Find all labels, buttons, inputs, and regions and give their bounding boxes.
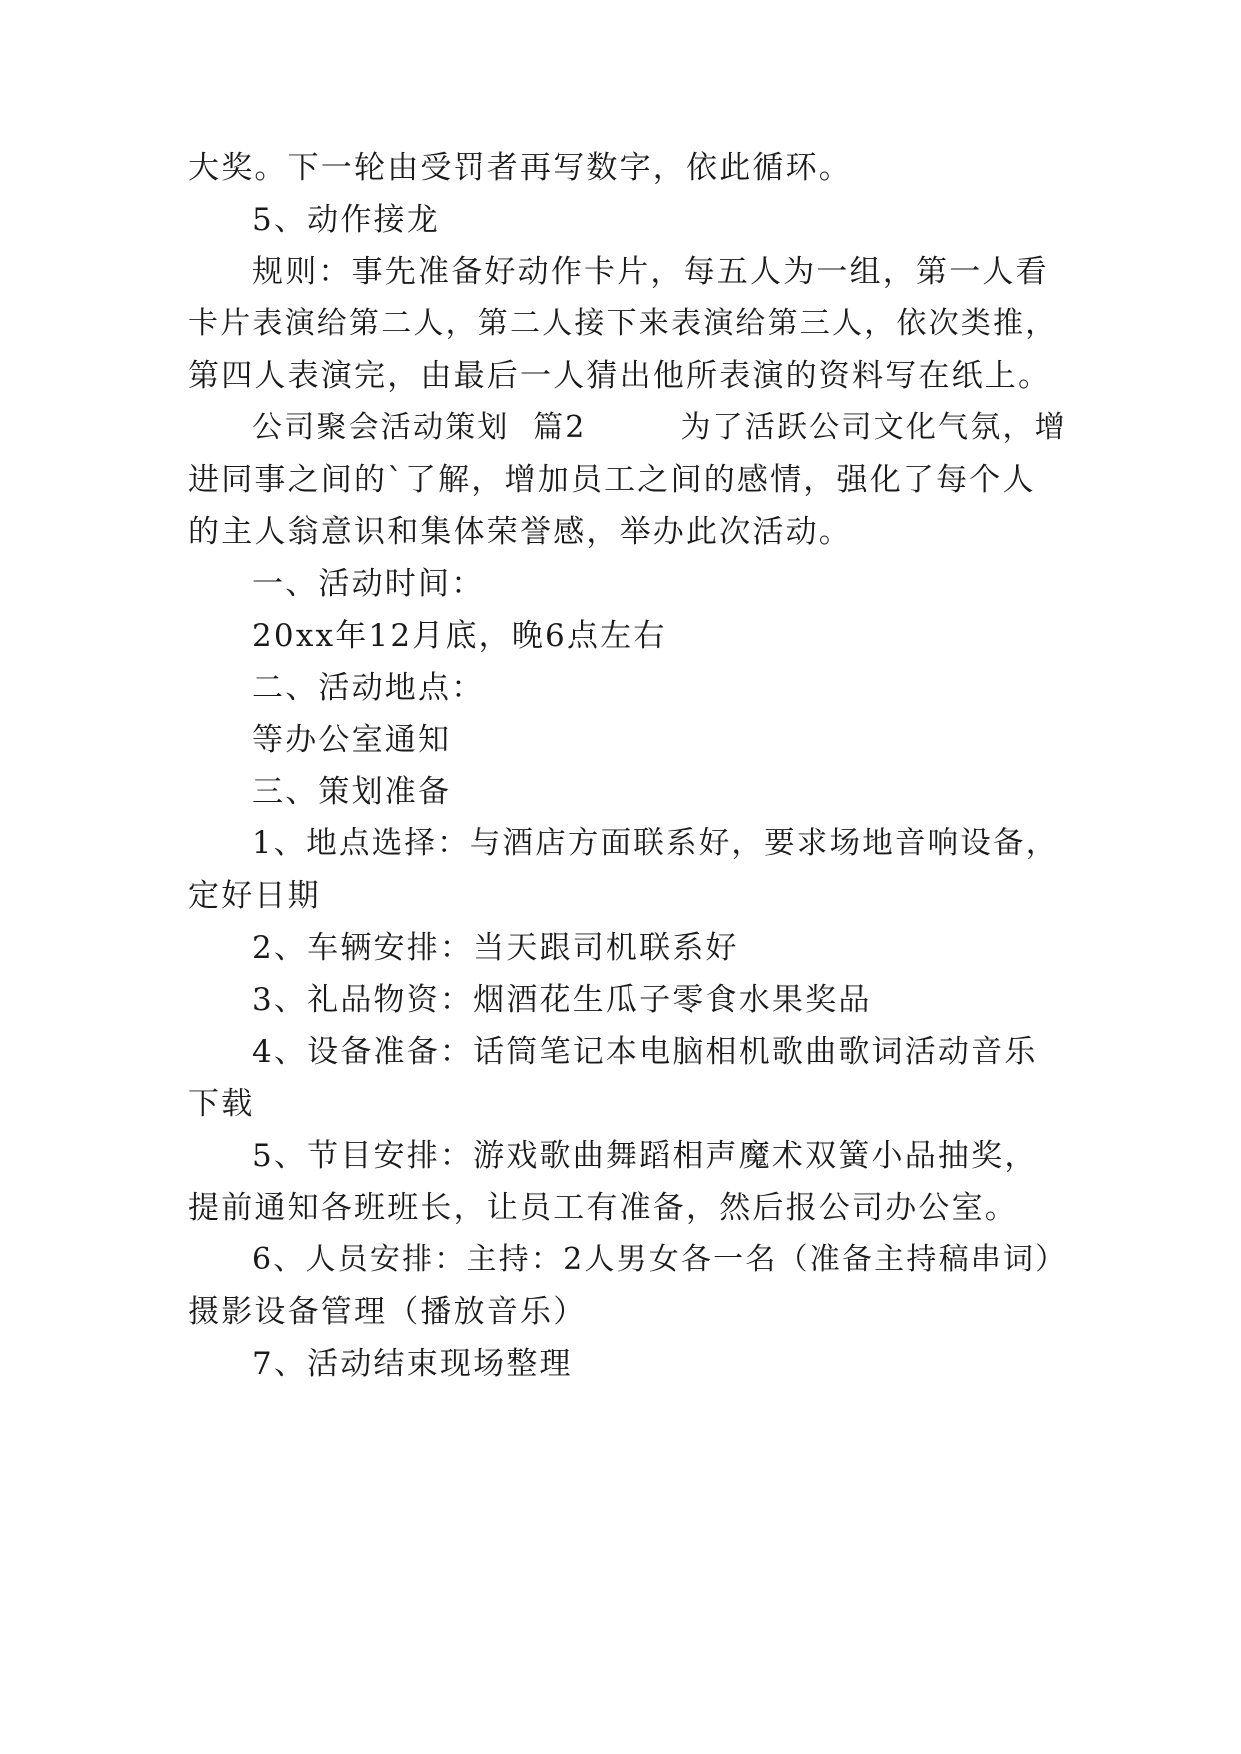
text-line: 三、策划准备 bbox=[252, 774, 452, 810]
text-line: 4、设备准备：话筒笔记本电脑相机歌曲歌词活动音乐 bbox=[252, 1034, 1038, 1070]
text-line: 下载 bbox=[188, 1086, 255, 1122]
text-line: 一、活动时间： bbox=[252, 566, 485, 602]
text-line: 二、活动地点： bbox=[252, 670, 485, 706]
text-line: 进同事之间的`了解，增加员工之间的感情，强化了每个人 bbox=[188, 462, 1036, 498]
text-line: 6、人员安排：主持：2人男女各一名（准备主持稿串词） bbox=[252, 1242, 1068, 1277]
text-line: 5、节目安排：游戏歌曲舞蹈相声魔术双簧小品抽奖， bbox=[252, 1138, 1038, 1174]
text-line: 3、礼品物资：烟酒花生瓜子零食水果奖品 bbox=[252, 982, 872, 1018]
text-line: 定好日期 bbox=[188, 878, 321, 914]
text-line: 1、地点选择：与酒店方面联系好，要求场地音响设备， bbox=[252, 826, 1059, 861]
text-line: 大奖。下一轮由受罚者再写数字，依此循环。 bbox=[188, 150, 852, 186]
text-line: 公司聚会活动策划 篇2 为了活跃公司文化气氛，增 bbox=[252, 410, 1067, 445]
text-line: 20xx年12月底，晚6点左右 bbox=[252, 618, 667, 654]
text-line: 2、车辆安排：当天跟司机联系好 bbox=[252, 930, 739, 966]
text-line: 的主人翁意识和集体荣誉感，举办此次活动。 bbox=[188, 514, 852, 550]
text-line: 等办公室通知 bbox=[252, 722, 452, 758]
text-line: 规则：事先准备好动作卡片，每五人为一组，第一人看 bbox=[252, 254, 1049, 290]
text-line: 卡片表演给第二人，第二人接下来表演给第三人，依次类推， bbox=[188, 306, 1058, 341]
text-line: 7、活动结束现场整理 bbox=[252, 1346, 573, 1382]
text-line: 第四人表演完，由最后一人猜出他所表演的资料写在纸上。 bbox=[188, 358, 1052, 394]
text-line: 提前通知各班班长，让员工有准备，然后报公司办公室。 bbox=[188, 1190, 1018, 1226]
text-line: 摄影设备管理（播放音乐） bbox=[188, 1294, 587, 1330]
text-line: 5、动作接龙 bbox=[252, 202, 440, 238]
